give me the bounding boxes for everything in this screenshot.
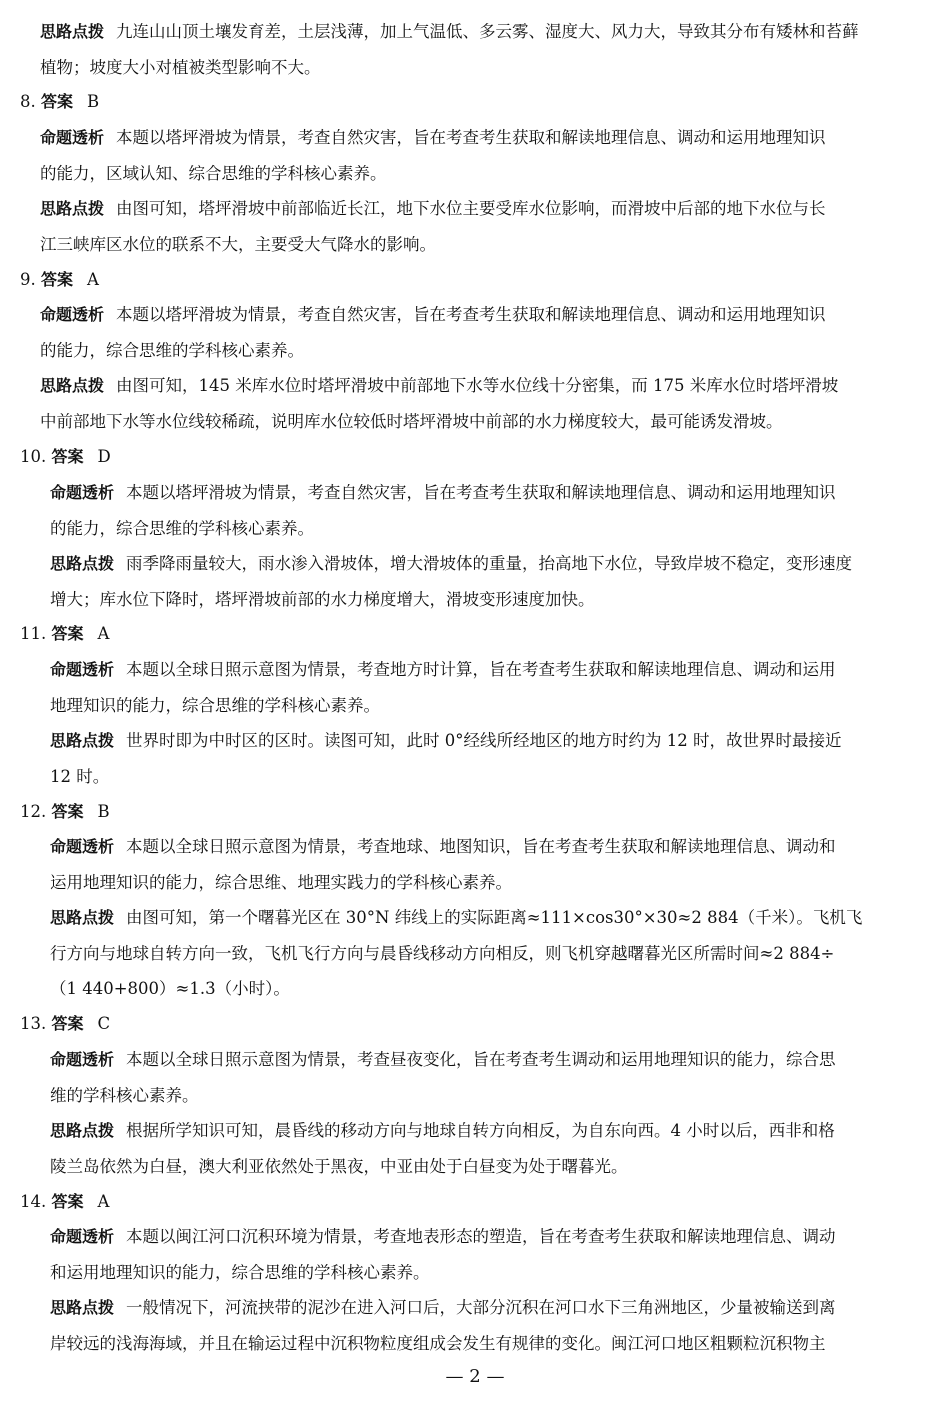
analysis-text-line: 本题以塔坪滑坡为情景，考查自然灾害，旨在考查考生获取和解读地理信息、调动和运用地理知识 [126,483,836,502]
analysis-text-line: 本题以全球日照示意图为情景，考查地球、地图知识，旨在考查考生获取和解读地理信息、调动和 [126,837,836,856]
answer-line [20,262,99,298]
analysis-text-line: 的能力，综合思维的学科核心素养。 [40,340,304,360]
analysis-text-line: 运用地理知识的能力，综合思维、地理实践力的学科核心素养。 [50,872,512,892]
answer-label: 答案 [51,1192,84,1211]
analysis-label: 命题透析 [50,660,115,679]
question-number: 12. [20,802,47,821]
answer-line [20,439,111,475]
hint-text-line: 植物；坡度大小对植被类型影响不大。 [40,57,321,77]
analysis-label: 命题透析 [50,837,115,856]
question-number: 11. [20,624,47,643]
hint-text-line: （1 440+800）≈1.3（小时）。 [50,979,290,998]
hint-text-line: 行方向与地球自转方向一致，飞机飞行方向与晨昏线移动方向相反，则飞机穿越曙暮光区所需时间≈2 884÷ [50,943,835,963]
hint-text-line: 根据所学知识可知，晨昏线的移动方向与地球自转方向相反，为自东向西。4 小时以后，西非和格 [126,1121,835,1140]
hint-paragraph [50,900,930,1007]
answer-line [20,794,110,830]
analysis-text-line: 本题以塔坪滑坡为情景，考查自然灾害，旨在考查考生获取和解读地理信息、调动和运用地理知识 [116,128,826,147]
analysis-text-line: 本题以全球日照示意图为情景，考查昼夜变化，旨在考查考生调动和运用地理知识的能力，综合思 [126,1050,836,1069]
answer-value: B [87,92,100,111]
answer-label: 答案 [51,802,84,821]
analysis-text-line: 本题以闽江河口沉积环境为情景，考查地表形态的塑造，旨在考查考生获取和解读地理信息、调动 [126,1227,836,1246]
hint-text-line: 雨季降雨量较大，雨水渗入滑坡体，增大滑坡体的重量，抬高地下水位，导致岸坡不稳定，变形速度 [126,554,853,573]
hint-text-line: 一般情况下，河流挟带的泥沙在进入河口后，大部分沉积在河口水下三角洲地区，少量被输送到离 [126,1298,836,1317]
analysis-text-line: 本题以全球日照示意图为情景，考查地方时计算，旨在考查考生获取和解读地理信息、调动和运用 [126,660,836,679]
answer-value: C [97,1014,111,1033]
answer-label: 答案 [41,270,74,289]
hint-text-line: 江三峡库区水位的联系不大，主要受大气降水的影响。 [40,234,436,254]
analysis-paragraph [50,1219,930,1290]
analysis-paragraph [40,297,930,368]
hint-paragraph [40,191,930,262]
hint-text-line: 岸较远的浅海海域，并且在输运过程中沉积物粒度组成会发生有规律的变化。闽江河口地区粗颗粒沉积物主 [50,1333,826,1353]
analysis-label: 命题透析 [50,1227,115,1246]
hint-text-line: 九连山山顶土壤发育差，土层浅薄，加上气温低、多云雾、湿度大、风力大，导致其分布有矮林和苔藓 [116,22,859,41]
hint-text-line: 由图可知，塔坪滑坡中前部临近长江，地下水位主要受库水位影响，而滑坡中后部的地下水位与长 [116,199,826,218]
answer-label: 答案 [51,447,84,466]
question-number: 14. [20,1192,47,1211]
answer-value: B [97,802,110,821]
hint-text-line: 陵兰岛依然为白昼，澳大利亚依然处于黑夜，中亚由处于白昼变为处于曙暮光。 [50,1156,628,1176]
hint-paragraph [50,1290,930,1361]
analysis-text-line: 和运用地理知识的能力，综合思维的学科核心素养。 [50,1262,430,1282]
analysis-paragraph [50,829,930,900]
hint-text-line: 中前部地下水等水位线较稀疏，说明库水位较低时塔坪滑坡中前部的水力梯度较大，最可能诱发滑坡。 [40,411,783,431]
hint-paragraph [50,1113,930,1184]
answer-value: A [97,1192,110,1211]
analysis-paragraph [50,475,930,546]
analysis-text-line: 的能力，区域认知、综合思维的学科核心素养。 [40,163,387,183]
analysis-paragraph [40,120,930,191]
hint-label: 思路点拨 [50,908,115,927]
hint-text-line: 由图可知，第一个曙暮光区在 30°N 纬线上的实际距离≈111×cos30°×30≈2 884（千米）。飞机飞 [126,908,863,927]
question-number: 9. [20,270,36,289]
analysis-text-line: 维的学科核心素养。 [50,1085,199,1105]
hint-paragraph [50,546,930,617]
answer-line [20,1006,110,1042]
hint-text-line: 12 时。 [50,766,110,786]
analysis-label: 命题透析 [40,305,105,324]
analysis-label: 命题透析 [50,1050,115,1069]
analysis-label: 命题透析 [40,128,105,147]
question-number: 8. [20,92,36,111]
answer-value: D [97,447,111,466]
analysis-paragraph [50,1042,930,1113]
answer-line [20,616,109,652]
answer-line [20,1184,109,1220]
hint-label: 思路点拨 [40,22,105,41]
answer-value: A [97,624,110,643]
hint-paragraph [40,368,930,439]
analysis-label: 命题透析 [50,483,115,502]
analysis-text-line: 本题以塔坪滑坡为情景，考查自然灾害，旨在考查考生获取和解读地理信息、调动和运用地理知识 [116,305,826,324]
hint-label: 思路点拨 [50,731,115,750]
hint-label: 思路点拨 [50,1121,115,1140]
hint-text-line: 由图可知，145 米库水位时塔坪滑坡中前部地下水等水位线十分密集，而 175 米库水位时塔坪滑坡 [116,376,839,395]
hint-paragraph [40,14,930,85]
answer-label: 答案 [51,624,84,643]
answer-label: 答案 [41,92,74,111]
hint-text-line: 增大；库水位下降时，塔坪滑坡前部的水力梯度增大，滑坡变形速度加快。 [50,589,595,609]
analysis-paragraph [50,652,930,723]
answer-value: A [87,270,99,289]
analysis-text-line: 的能力，综合思维的学科核心素养。 [50,518,314,538]
hint-paragraph [50,723,930,794]
question-number: 10. [20,447,47,466]
hint-label: 思路点拨 [50,1298,115,1317]
answer-label: 答案 [51,1014,84,1033]
answer-line [20,84,99,120]
page-number: — 2 — [445,1366,505,1387]
hint-label: 思路点拨 [40,199,105,218]
hint-label: 思路点拨 [40,376,105,395]
hint-text-line: 世界时即为中时区的区时。读图可知，此时 0°经线所经地区的地方时约为 12 时，故世界时最接近 [126,731,842,750]
question-number: 13. [20,1014,47,1033]
hint-label: 思路点拨 [50,554,115,573]
analysis-text-line: 地理知识的能力，综合思维的学科核心素养。 [50,695,380,715]
